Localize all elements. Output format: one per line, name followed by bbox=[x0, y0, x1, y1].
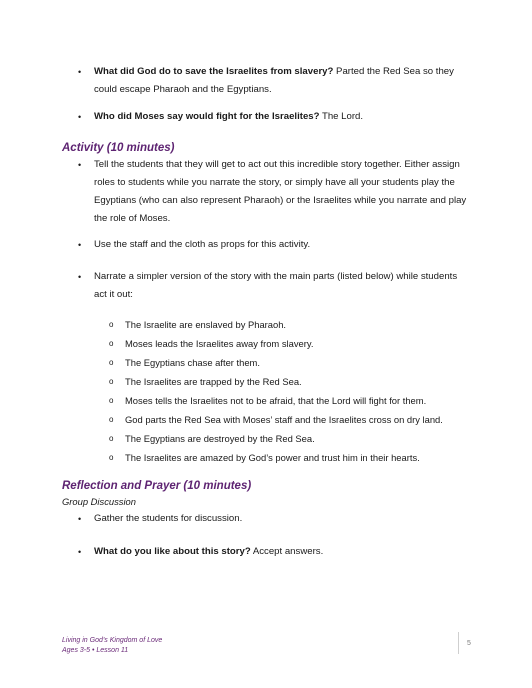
text-line: Tell the students that they will get to act out this incredible story together. Either assign bbox=[94, 159, 460, 170]
text-line: Narrate a simpler version of the story with the main parts (listed below) while students bbox=[94, 271, 458, 282]
bullet-text bbox=[94, 108, 490, 126]
answer-text: Parted the Red Sea so they bbox=[333, 66, 454, 77]
section-heading-activity: Activity (10 minutes) bbox=[62, 142, 175, 154]
page-number: 5 bbox=[467, 640, 471, 647]
text-line: act it out: bbox=[94, 289, 133, 300]
bullet-text bbox=[94, 543, 490, 561]
footer-separator: • bbox=[91, 647, 95, 654]
question-text: What did God do to save the Israelites from slavery? bbox=[94, 66, 334, 77]
bullet-item bbox=[78, 156, 490, 228]
bullet-glyph: • bbox=[78, 514, 82, 524]
sub-list-text: The Egyptians chase after them. bbox=[125, 357, 260, 368]
bullet-text bbox=[94, 268, 490, 304]
sub-bullet-glyph: o bbox=[109, 377, 114, 386]
sub-list-item bbox=[109, 337, 489, 351]
bullet-item bbox=[78, 543, 490, 561]
sub-bullet-glyph: o bbox=[109, 339, 114, 348]
sub-list-text: Moses leads the Israelites away from slavery. bbox=[125, 338, 314, 349]
text-line: the role of Moses. bbox=[94, 213, 171, 224]
bullet-text: Use the staff and the cloth as props for this activity. bbox=[94, 239, 311, 250]
sub-bullet-glyph: o bbox=[109, 358, 114, 367]
sub-list-text: The Israelite are enslaved by Pharaoh. bbox=[125, 319, 287, 330]
bullet-item bbox=[78, 108, 490, 126]
question-text: What do you like about this story? bbox=[94, 546, 251, 557]
bullet-item bbox=[78, 63, 490, 99]
bullet-text bbox=[94, 156, 490, 228]
bullet-glyph: • bbox=[78, 272, 82, 282]
section-heading-reflection: Reflection and Prayer (10 minutes) bbox=[62, 480, 252, 492]
sub-bullet-glyph: o bbox=[109, 415, 114, 424]
sub-bullet-glyph: o bbox=[109, 434, 114, 443]
sub-list-text: God parts the Red Sea with Moses’ staff and the Israelites cross on dry land. bbox=[125, 414, 443, 425]
answer-text-cont: could escape Pharaoh and the Egyptians. bbox=[94, 84, 272, 95]
sub-list-item bbox=[109, 356, 489, 370]
sub-bullet-glyph: o bbox=[109, 396, 114, 405]
sub-list-item bbox=[109, 432, 489, 446]
question-text: Who did Moses say would fight for the Israelites? bbox=[94, 111, 320, 122]
footer-subtitle bbox=[62, 646, 162, 656]
sub-list-item bbox=[109, 413, 489, 427]
subsection-label: Group Discussion bbox=[62, 496, 136, 507]
bullet-text: Gather the students for discussion. bbox=[94, 513, 243, 524]
sub-list-text: Moses tells the Israelites not to be afraid, that the Lord will fight for them. bbox=[125, 395, 427, 406]
sub-list-item bbox=[109, 394, 489, 408]
bullet-glyph: • bbox=[78, 67, 82, 77]
text-line: roles to students while you narrate the story, or simply have all your students play the bbox=[94, 177, 455, 188]
footer-ages: Ages 3-5 bbox=[62, 647, 91, 654]
answer-text: Accept answers. bbox=[250, 546, 324, 557]
sub-list-text: The Israelites are amazed by God’s power and trust him in their hearts. bbox=[125, 452, 420, 463]
bullet-item bbox=[78, 236, 490, 254]
sub-list-item bbox=[109, 451, 489, 465]
text-line: Egyptians (who can also represent Pharaoh) or the Israelites while you narrate and play bbox=[94, 195, 467, 206]
sub-list-item bbox=[109, 375, 489, 389]
sub-list-text: The Egyptians are destroyed by the Red Sea. bbox=[125, 433, 315, 444]
bullet-glyph: • bbox=[78, 240, 82, 250]
bullet-item bbox=[78, 510, 490, 528]
answer-text: The Lord. bbox=[319, 111, 364, 122]
bullet-glyph: • bbox=[78, 112, 82, 122]
page-footer bbox=[62, 636, 162, 656]
bullet-glyph: • bbox=[78, 547, 82, 557]
bullet-item bbox=[78, 268, 490, 304]
sub-bullet-glyph: o bbox=[109, 453, 114, 462]
sub-bullet-glyph: o bbox=[109, 320, 114, 329]
bullet-text bbox=[94, 63, 490, 99]
sub-list-item bbox=[109, 318, 489, 332]
bullet-glyph: • bbox=[78, 160, 82, 170]
sub-list-text: The Israelites are trapped by the Red Sea. bbox=[125, 376, 302, 387]
page-number-box bbox=[458, 632, 471, 654]
footer-title: Living in God’s Kingdom of Love bbox=[62, 637, 163, 644]
footer-lesson: Lesson 11 bbox=[96, 647, 129, 654]
